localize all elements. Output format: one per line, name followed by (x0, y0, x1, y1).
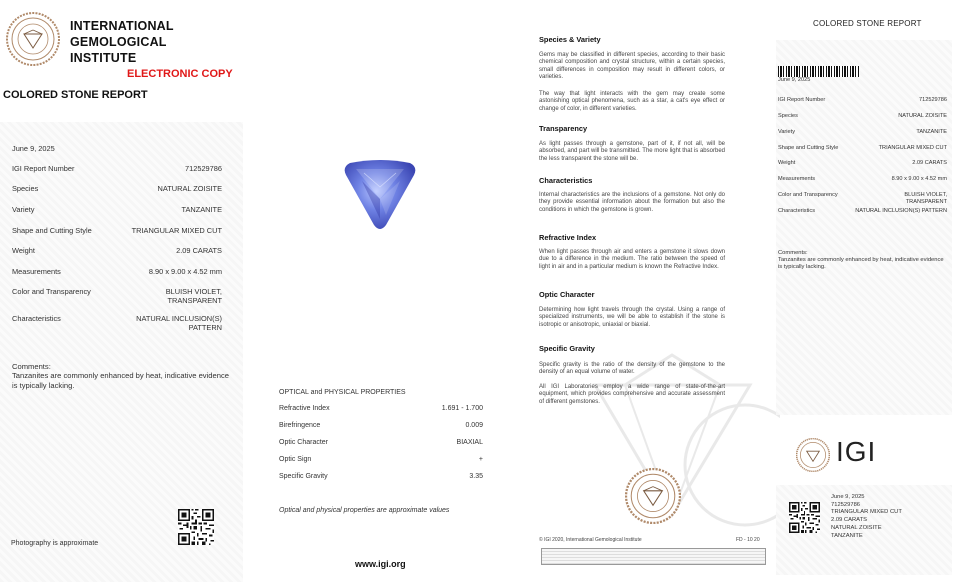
summary-comments-text: Tanzanites are commonly enhanced by heat, indicative evidence is typically lacking. (778, 257, 944, 270)
igi-brand-wordmark: IGI (836, 436, 877, 467)
summary-row-value: 712529786 (919, 97, 947, 103)
report-row-value: NATURAL ZOISITE (157, 184, 222, 193)
organization-name (70, 18, 174, 66)
org-line-3: INSTITUTE (70, 51, 137, 65)
optical-note: Optical and physical properties are approximate values (279, 507, 450, 514)
summary-row-label: Color and Transparency (778, 192, 838, 198)
form-code: FD - 10 20 (736, 537, 760, 543)
summary-line: TRIANGULAR MIXED CUT (831, 509, 902, 516)
section-text: As light passes through a gemstone, part of it, if not all, will be absorbed, and part will be transmitted. The more light that is absorbed the less transparent the stone will be. (539, 141, 725, 162)
copyright-line: © IGI 2020, International Gemological Institute (539, 537, 642, 543)
section-text: The way that light interacts with the gem may create some astonishing optical phenomena, such as a star, a cat's eye effect or change of color, in different varieties. (539, 91, 725, 112)
gemstone-photo (342, 159, 418, 231)
report-row-label: Variety (12, 205, 35, 214)
summary-report-title: COLORED STONE REPORT (813, 19, 922, 28)
optical-row-value: 1.691 - 1.700 (441, 405, 483, 412)
report-row-label: IGI Report Number (12, 164, 75, 173)
section-text: Determining how light travels through the crystal. Using a range of specialized instruments, we will be able to establish if the stone is isotropic or anisotropic, uniaxial or biaxial. (539, 307, 725, 328)
summary-row-label: Variety (778, 129, 795, 135)
summary-row-value: BLUISH VIOLET, TRANSPARENT (904, 192, 947, 205)
summary-row-value: TRIANGULAR MIXED CUT (878, 145, 947, 151)
summary-row-value: TANZANITE (916, 129, 947, 135)
summary-row-label: Shape and Cutting Style (778, 145, 839, 151)
report-row-label: Weight (12, 246, 35, 255)
optical-row-label: Refractive Index (279, 405, 330, 412)
summary-row-label: Characteristics (778, 208, 815, 214)
report-row-value: 8.90 x 9.00 x 4.52 mm (148, 267, 222, 276)
summary-comments-label: Comments: (778, 250, 808, 256)
section-heading: Refractive Index (539, 233, 597, 242)
summary-line: 2.09 CARATS (831, 517, 867, 524)
section-heading: Optic Character (539, 290, 595, 299)
report-row-label: Characteristics (12, 314, 61, 323)
summary-line: NATURAL ZOISITE (831, 524, 882, 531)
report-row-value: 712529786 (185, 164, 222, 173)
report-row-label: Shape and Cutting Style (12, 226, 92, 235)
org-line-2: GEMOLOGICAL (70, 35, 167, 49)
website-link[interactable]: www.igi.org (355, 559, 406, 569)
section-text: When light passes through air and enters a gemstone it slows down due to a difference in the medium. The ratio between the speed of light in air and in a particular medium is known the Refractive Index. (539, 249, 725, 270)
section-text: All IGI Laboratories employ a wide range of state-of-the-art equipment, which provides comprehensive and accurate assessment of different gemstones. (539, 384, 725, 405)
qr-code-icon[interactable] (789, 502, 820, 533)
comments-label: Comments: (12, 362, 51, 371)
optical-row-label: Optic Character (279, 439, 329, 446)
optical-row-value: + (478, 456, 483, 463)
report-title: COLORED STONE REPORT (3, 89, 148, 101)
summary-date: June 9, 2025 (778, 77, 811, 83)
report-date-value: June 9, 2025 (12, 144, 55, 153)
optical-row-label: Optic Sign (279, 456, 312, 463)
summary-line: TANZANITE (831, 532, 863, 539)
section-heading: Characteristics (539, 176, 593, 185)
section-text: Specific gravity is the ratio of the density of the gemstone to the density of an equal volume of water. (539, 362, 725, 376)
summary-comments (778, 250, 948, 271)
report-row-value: BLUISH VIOLET, TRANSPARENT (165, 287, 222, 305)
photography-note: Photography is approximate (11, 540, 99, 547)
igi-seal-icon (6, 12, 60, 66)
igi-seal-icon (796, 438, 830, 472)
optical-row-label: Birefringence (279, 422, 321, 429)
optical-row-value: BIAXIAL (456, 439, 483, 446)
report-row-value: TANZANITE (181, 205, 222, 214)
barcode-icon (778, 66, 860, 77)
comments-text: Tanzanites are commonly enhanced by heat, indicative evidence is typically lacking. (12, 371, 229, 390)
summary-row-value: NATURAL INCLUSION(S) PATTERN (855, 208, 947, 214)
report-row-value: TRIANGULAR MIXED CUT (131, 226, 222, 235)
report-row-value: NATURAL INCLUSION(S) PATTERN (136, 314, 222, 332)
report-row-label: Color and Transparency (12, 287, 91, 296)
summary-row-label: IGI Report Number (778, 97, 826, 103)
section-heading: Transparency (539, 124, 588, 133)
optical-properties-title: OPTICAL and PHYSICAL PROPERTIES (279, 389, 406, 396)
optical-row-value: 3.35 (469, 473, 483, 480)
igi-seal-icon (625, 468, 681, 524)
summary-row-value: 2.09 CARATS (912, 160, 947, 166)
summary-line: 712529786 (831, 501, 861, 508)
section-text: Gems may be classified in different species, according to their basic chemical composition and crystal structure, within a certain species, small differences in composition may result in different colors, or varieties. (539, 52, 725, 80)
summary-row-label: Species (778, 113, 798, 119)
summary-row-value: 8.90 x 9.00 x 4.52 mm (891, 176, 947, 182)
report-row-label: Species (12, 184, 39, 193)
optical-row-label: Specific Gravity (279, 473, 328, 480)
summary-line: June 9, 2025 (831, 494, 865, 500)
report-row-label: Measurements (12, 267, 61, 276)
electronic-copy-label: ELECTRONIC COPY (127, 68, 233, 80)
section-text: Internal characteristics are the inclusions of a gemstone. Not only do they provide essential information about the formation but also the conditions in which the gemstone is grown. (539, 192, 725, 213)
summary-row-label: Weight (778, 160, 796, 166)
summary-card-text (831, 494, 902, 540)
section-heading: Specific Gravity (539, 344, 595, 353)
summary-row-label: Measurements (778, 176, 815, 182)
section-heading: Species & Variety (539, 35, 601, 44)
security-disclaimer-strip (541, 548, 766, 565)
summary-row-value: NATURAL ZOISITE (898, 113, 947, 119)
qr-code-icon[interactable] (178, 509, 214, 545)
optical-row-value: 0.009 (465, 422, 483, 429)
org-line-1: INTERNATIONAL (70, 19, 174, 33)
report-row-value: 2.09 CARATS (176, 246, 222, 255)
comments (12, 362, 234, 390)
